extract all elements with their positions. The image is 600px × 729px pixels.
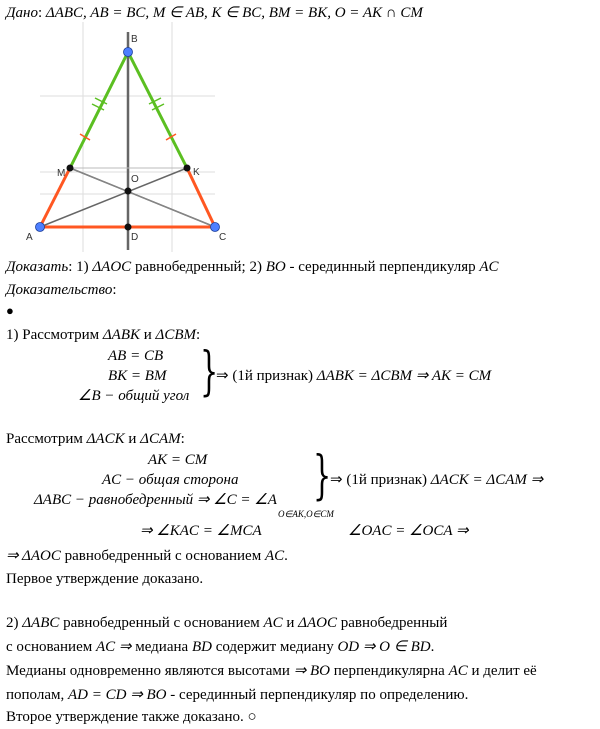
step2-cond1: AK = CM (148, 452, 208, 468)
label-m: M (57, 168, 66, 179)
side-kc (187, 168, 215, 227)
step1-conclusion: ⇒ (1й признак) ΔABK = ΔCBM ⇒ AK = CM (216, 368, 492, 384)
step2-conclusion: ⇒ (1й признак) ΔACK = ΔCAM ⇒ (330, 472, 544, 488)
point-k (184, 165, 191, 172)
side-ma (40, 168, 70, 227)
label-a: A (26, 232, 33, 243)
step1-head: 1) Рассмотрим ΔABK и ΔCBM: (6, 327, 201, 343)
step2-line2: ⇒ ∠KAC = ∠MCA (140, 523, 262, 539)
step2-head: Рассмотрим ΔACK и ΔCAM: (6, 431, 185, 447)
point-b (124, 48, 133, 57)
step2-done: Первое утверждение доказано. (6, 571, 204, 587)
label-b: B (131, 34, 138, 45)
point-o (125, 188, 132, 195)
step3-line1: 2) ΔABC равнобедренный с основанием AC и ΔAOC равнобедренный (6, 615, 448, 631)
prove-line: Доказать: 1) ΔAOC равнобедренный; 2) BO - серединный перпендикуляр AC (6, 259, 499, 275)
triangle-figure (0, 22, 260, 252)
bullet: ● (6, 303, 14, 318)
label-d: D (131, 232, 139, 243)
step2-brace: } (313, 446, 332, 506)
step1-cond1: AB = CB (108, 348, 164, 364)
step1-cond2: BK = BM (108, 368, 167, 384)
step2-line2-sup: O∈AK,O∈CM (278, 509, 334, 519)
step3-line3: Медианы одновременно являются высотами ⇒ BO перпендикулярна AC и делит её (6, 663, 537, 679)
step3-line2: с основанием AC ⇒ медиана BD содержит медиану OD ⇒ O ∈ BD. (6, 639, 435, 655)
step3-line4: пополам, AD = CD ⇒ BO - серединный перпендикуляр по определению. (6, 687, 469, 703)
label-o: O (131, 174, 139, 185)
proof-label: Доказательство (6, 282, 113, 298)
step3-line5: Второе утверждение также доказано. ○ (6, 709, 257, 725)
step1-cond3: ∠B − общий угол (78, 388, 190, 404)
step2-line3: ⇒ ΔAOC равнобедренный с основанием AC. (6, 548, 288, 564)
point-m (67, 165, 74, 172)
side-bm (70, 52, 128, 168)
label-k: K (193, 167, 200, 178)
given-label: Дано (6, 5, 38, 21)
point-a (36, 223, 45, 232)
proof-label-line: Доказательство: (6, 282, 117, 298)
given-statement: ΔABC, AB = BC, M ∈ AB, K ∈ BC, BM = BK, O = AK ∩ CM (45, 5, 423, 21)
step2-line2b: ∠OAC = ∠OCA ⇒ (348, 523, 469, 539)
point-c (211, 223, 220, 232)
prove-label: Доказать (6, 259, 69, 275)
side-bk (128, 52, 187, 168)
step2-cond3: ΔABC − равнобедренный ⇒ ∠C = ∠A (34, 492, 277, 508)
point-d (125, 224, 132, 231)
step1-brace: } (200, 342, 219, 402)
given-line: Дано: ΔABC, AB = BC, M ∈ AB, K ∈ BC, BM = BK, O = AK ∩ CM (6, 5, 423, 21)
step2-cond2: AC − общая сторона (102, 472, 239, 488)
label-c: C (219, 232, 227, 243)
